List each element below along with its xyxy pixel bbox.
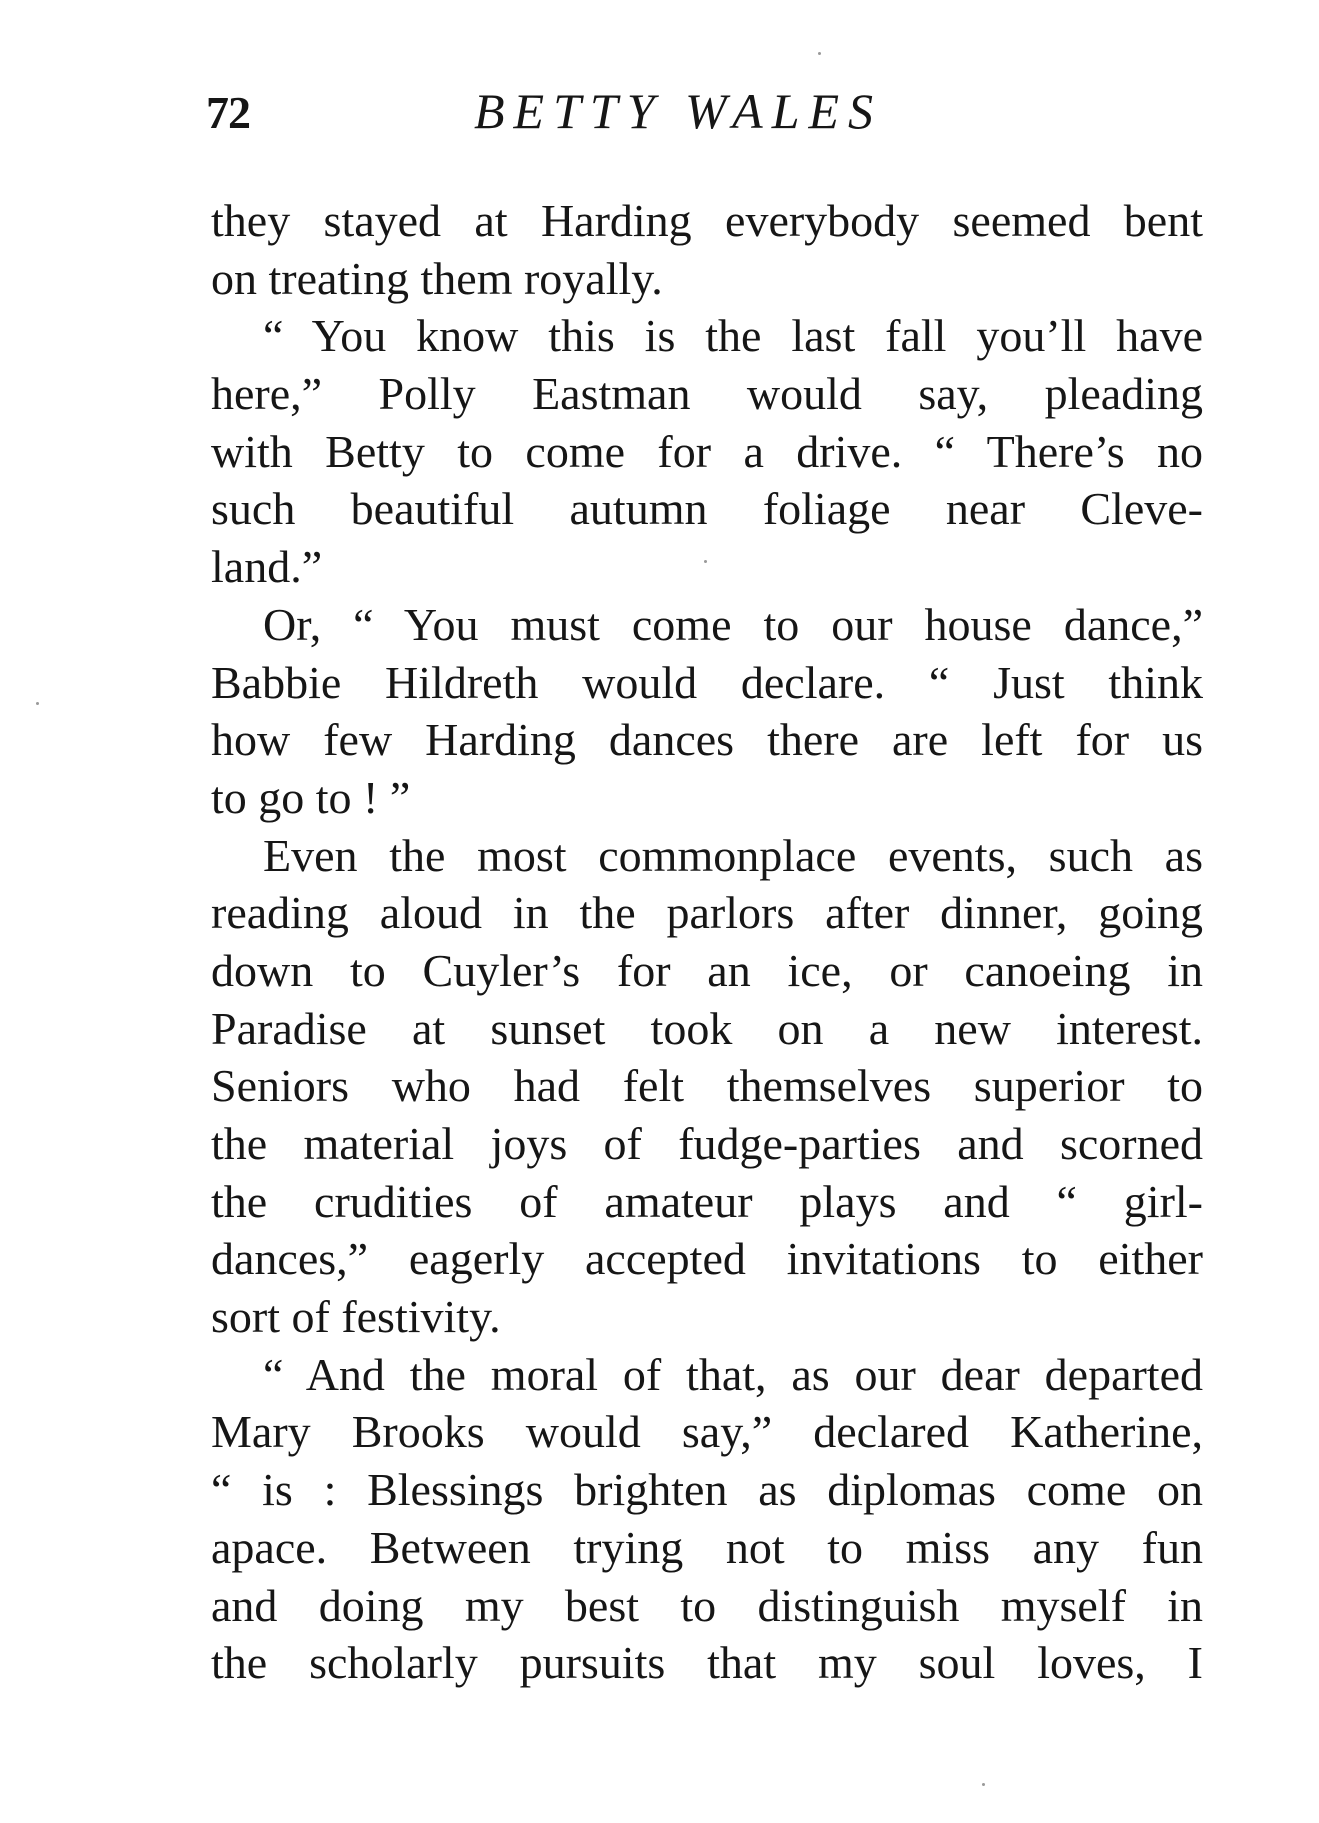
paper-speck [704,560,707,563]
text-line: sort of festivity. [211,1291,501,1343]
text-line: Or, “ You must come to our house dance,” [263,598,1203,650]
text-line: Babbie Hildreth would declare. “ Just think [211,656,1203,708]
text-line: they stayed at Harding everybody seemed bent [211,195,1203,246]
text-line: Mary Brooks would say,” declared Katherine, [211,1406,1203,1458]
text-line: Paradise at sunset took on a new interest. [211,1002,1203,1054]
text-line: such beautiful autumn foliage near Cleve- [211,483,1203,535]
text-line: apace. Between trying not to miss any fun [211,1521,1203,1573]
text-line: dances,” eagerly accepted invitations to either [211,1233,1203,1285]
text-line: Seniors who had felt themselves superior to [211,1060,1203,1112]
text-line: “ You know this is the last fall you’ll have [263,310,1203,362]
text-line: on treating them royally. [211,252,663,304]
text-line: “ And the moral of that, as our dear departed [263,1348,1203,1400]
text-line: with Betty to come for a drive. “ There’s no [211,425,1203,477]
page-header [206,78,986,148]
text-line: “ is : Blessings brighten as diplomas come on [211,1464,1203,1516]
text-line: to go to ! ” [211,771,411,823]
running-title: BETTY WALES [474,83,883,139]
text-line: the scholarly pursuits that my soul loves, I [211,1637,1203,1689]
text-line: and doing my best to distinguish myself in [211,1579,1203,1631]
text-line: land.” [211,541,323,593]
body-text [211,192,1203,1692]
text-line: reading aloud in the parlors after dinner, going [211,887,1203,939]
paper-speck [36,702,39,705]
page-number: 72 [206,87,250,138]
text-line: down to Cuyler’s for an ice, or canoeing in [211,944,1203,996]
text-line: the crudities of amateur plays and “ girl- [211,1175,1203,1227]
text-line: here,” Polly Eastman would say, pleading [211,368,1203,420]
text-line: how few Harding dances there are left for us [211,714,1203,766]
paper-speck [982,1783,985,1786]
paper-speck [818,52,821,55]
text-line: Even the most commonplace events, such as [263,829,1203,881]
text-line: the material joys of fudge-parties and scorned [211,1118,1203,1169]
